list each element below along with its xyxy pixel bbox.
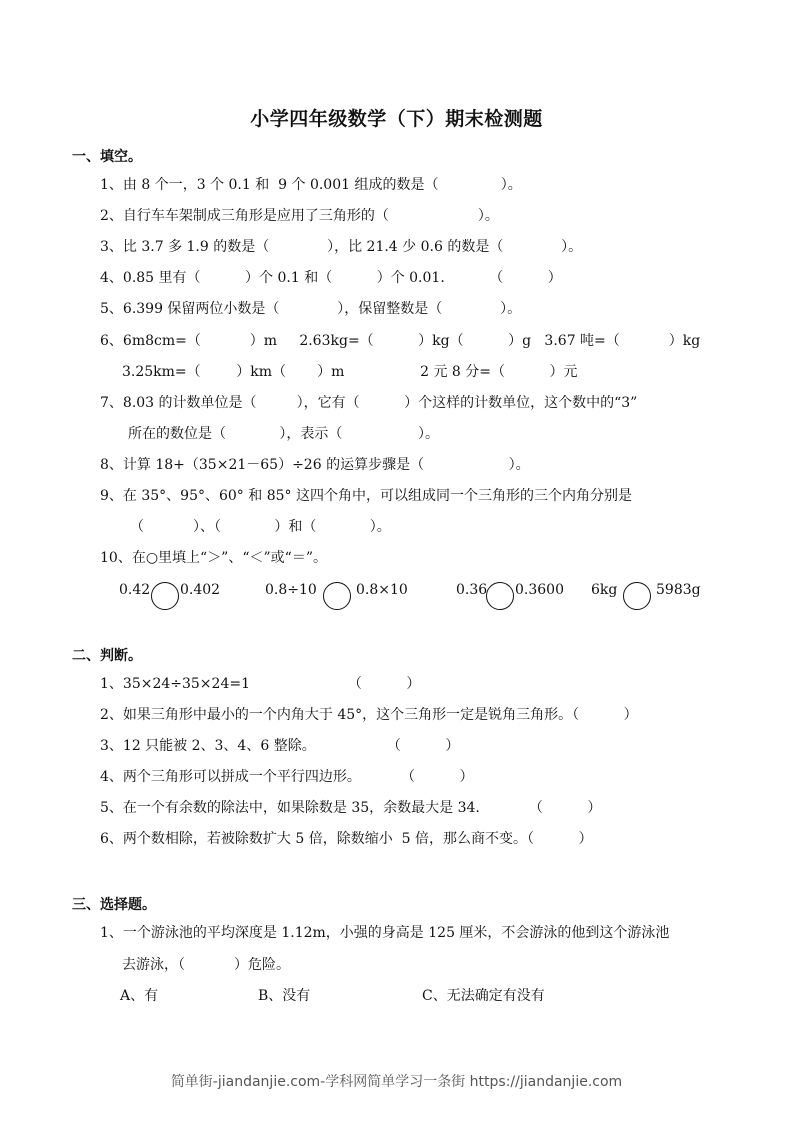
fill-question-3: 3、比 3.7 多 1.9 的数是（ ），比 21.4 少 0.6 的数是（ ）。 (100, 239, 583, 255)
section-heading-choice: 三、选择题。 (72, 897, 156, 913)
fill-question-5: 5、6.399 保留两位小数是（ ），保留整数是（ ）。 (100, 301, 522, 317)
judge-question-6: 6、两个数相除，若被除数扩大 5 倍，除数缩小 5 倍，那么商不变。（ ） (100, 831, 593, 847)
judge-question-4: 4、两个三角形可以拼成一个平行四边形。 （ ） (100, 769, 474, 785)
fill-question-9: 9、在 35°、95°、60° 和 85° 这四个角中，可以组成同一个三角形的三个内角分别是 (100, 488, 632, 504)
compare-3-left: 0.36 (456, 582, 488, 598)
choice-option-b: B、没有 (258, 988, 311, 1004)
fill-question-7: 7、8.03 的计数单位是（ ），它有（ ）个这样的计数单位，这个数中的“3” (100, 395, 638, 411)
judge-question-5: 5、在一个有余数的除法中，如果除数是 35，余数最大是 34. （ ） (100, 800, 602, 816)
compare-4-right: 5983g (656, 582, 701, 598)
choice-option-c: C、无法确定有没有 (422, 988, 545, 1004)
footer-watermark: 简单街-jiandanjie.com-学科网简单学习一条街 https://jiandanjie.com (170, 1074, 623, 1090)
compare-circle-2[interactable] (323, 582, 351, 610)
section-heading-judge: 二、判断。 (72, 648, 142, 664)
fill-question-8: 8、计算 18+（35×21－65）÷26 的运算步骤是（ ）。 (100, 457, 530, 473)
fill-question-10: 10、在○里填上“＞”、“＜”或“＝”。 (100, 550, 327, 566)
fill-question-4: 4、0.85 里有（ ）个 0.1 和（ ）个 0.01. （ ） (100, 270, 562, 286)
compare-1-left: 0.42 (119, 582, 151, 598)
compare-4-left: 6kg (591, 582, 618, 598)
judge-question-2: 2、如果三角形中最小的一个内角大于 45°，这个三角形一定是锐角三角形。（ ） (100, 707, 638, 723)
fill-question-2: 2、自行车车架制成三角形是应用了三角形的（ ）。 (100, 208, 499, 224)
choice-option-a: A、有 (120, 988, 159, 1004)
fill-question-1: 1、由 8 个一，3 个 0.1 和 9 个 0.001 组成的数是（ ）。 (100, 177, 522, 193)
compare-3-right: 0.3600 (515, 582, 564, 598)
fill-question-6: 6、6m8cm=（ ）m 2.63kg=（ ）kg（ ）g 3.67 吨=（ ）kg (100, 333, 701, 349)
compare-circle-4[interactable] (623, 582, 651, 610)
judge-question-3: 3、12 只能被 2、3、4、6 整除。 （ ） (100, 738, 460, 754)
choice-question-1: 1、一个游泳池的平均深度是 1.12m，小强的身高是 125 厘米，不会游泳的他到这个游泳池 (100, 925, 670, 941)
compare-circle-1[interactable] (151, 582, 179, 610)
fill-question-9-cont: （ ）、（ ）和（ ）。 (130, 519, 391, 535)
compare-2-left: 0.8÷10 (265, 582, 317, 598)
choice-question-1-cont: 去游泳，（ ）危险。 (122, 957, 290, 973)
compare-2-right: 0.8×10 (356, 582, 408, 598)
page-title: 小学四年级数学（下）期末检测题 (250, 108, 543, 130)
fill-question-6-cont: 3.25km=（ ）km（ ）m 2 元 8 分=（ ）元 (122, 364, 578, 380)
judge-question-1: 1、35×24÷35×24=1 （ ） (100, 676, 421, 692)
compare-circle-3[interactable] (486, 582, 514, 610)
section-heading-fill: 一、填空。 (72, 149, 142, 165)
fill-question-7-cont: 所在的数位是（ ），表示（ ）。 (128, 426, 440, 442)
compare-1-right: 0.402 (180, 582, 221, 598)
